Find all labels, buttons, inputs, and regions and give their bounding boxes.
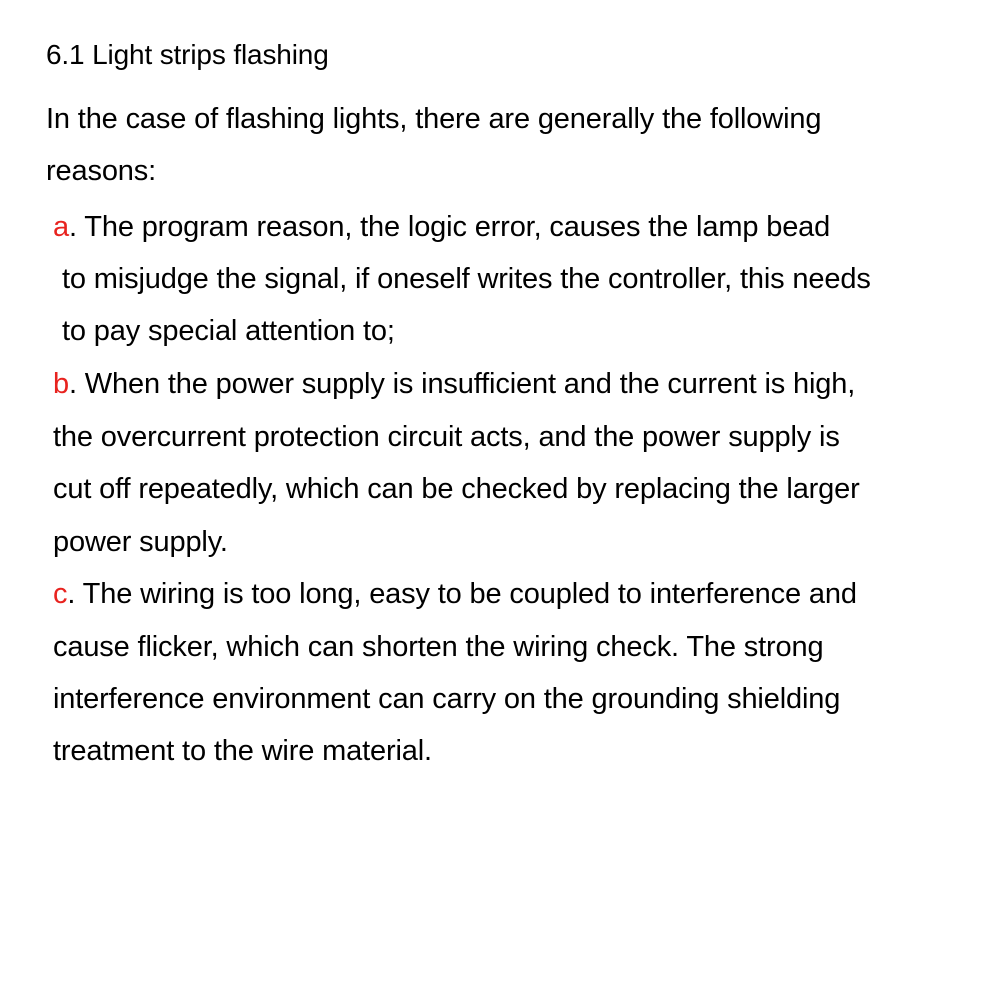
list-item-text: . The wiring is too long, easy to be coupled to interference and	[67, 578, 857, 610]
intro-line: In the case of flashing lights, there are generally the following	[46, 103, 822, 135]
intro-line: reasons:	[46, 155, 157, 187]
list-item-b-first-line	[53, 367, 855, 401]
list-item-continuation: to misjudge the signal, if oneself writes the controller, this needs	[62, 263, 871, 295]
list-marker-b: b	[53, 368, 69, 400]
list-marker-c: c	[53, 578, 68, 610]
list-item-continuation: to pay special attention to;	[62, 315, 395, 347]
list-item-text: . The program reason, the logic error, causes the lamp bead	[68, 211, 831, 243]
section-heading: 6.1 Light strips flashing	[46, 39, 329, 70]
list-item-text: . When the power supply is insufficient and the current is high,	[68, 368, 856, 400]
list-item-continuation: cause flicker, which can shorten the wiring check. The strong	[53, 631, 824, 663]
list-item-continuation: power supply.	[53, 526, 228, 558]
list-item-continuation: the overcurrent protection circuit acts, and the power supply is	[53, 421, 840, 453]
list-item-a-first-line	[53, 210, 830, 244]
list-item-continuation: cut off repeatedly, which can be checked by replacing the larger	[53, 473, 860, 505]
list-item-continuation: treatment to the wire material.	[53, 735, 432, 767]
list-marker-a: a	[53, 211, 69, 243]
list-item-c-first-line	[53, 577, 857, 611]
list-item-continuation: interference environment can carry on the grounding shielding	[53, 683, 841, 715]
